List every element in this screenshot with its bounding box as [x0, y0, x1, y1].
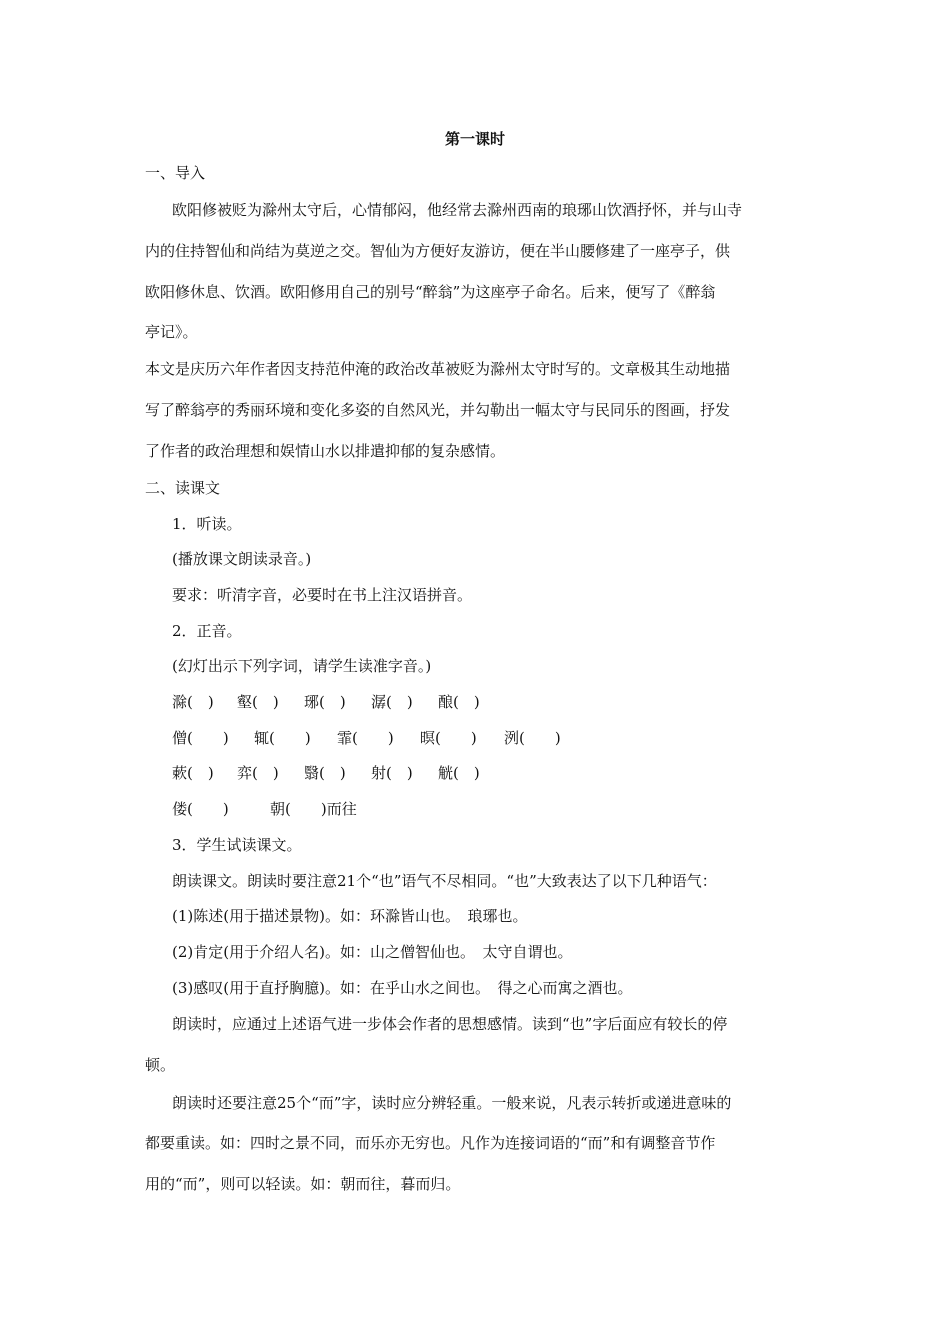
- char-item: 壑( ): [237, 693, 279, 711]
- paragraph-line: 本文是庆历六年作者因支持范仲淹的政治改革被贬为滁州太守时写的。文章极其生动地描: [145, 360, 731, 378]
- char-item: 滁( ): [172, 693, 214, 711]
- section-heading-intro: 一、导入: [145, 164, 206, 182]
- char-item: 僧( ): [172, 729, 229, 747]
- char-item: 射( ): [371, 764, 413, 782]
- char-item: 辄( ): [254, 729, 311, 747]
- char-item: 潺( ): [371, 693, 413, 711]
- paragraph-line: 朗读时，应通过上述语气进一步体会作者的思想感情。读到“也”字后面应有较长的停: [172, 1015, 728, 1033]
- step-heading: 1．听读。: [172, 515, 242, 533]
- paragraph-line: 用的“而”，则可以轻读。如：朝而往，暮而归。: [145, 1175, 461, 1193]
- paragraph-line: 都要重读。如：四时之景不同，而乐亦无穷也。凡作为连接词语的“而”和有调整音节作: [145, 1134, 716, 1152]
- step-note: (幻灯出示下列字词，请学生读准字音。): [172, 657, 432, 675]
- char-item: 觥( ): [438, 764, 480, 782]
- step-heading: 2．正音。: [172, 622, 242, 640]
- page-title: 第一课时: [444, 130, 505, 148]
- step-heading: 3．学生试读课文。: [172, 836, 302, 854]
- char-item: 翳( ): [304, 764, 346, 782]
- char-item: 洌( ): [504, 729, 561, 747]
- step-requirement: 要求：听清字音，必要时在书上注汉语拼音。: [172, 586, 473, 604]
- paragraph-line: 朗读时还要注意25个“而”字，读时应分辨轻重。一般来说，凡表示转折或递进意味的: [172, 1094, 732, 1112]
- paragraph-line: 欧阳修休息、饮酒。欧阳修用自己的别号“醉翁”为这座亭子命名。后来，便写了《醉翁: [145, 283, 716, 301]
- paragraph-line: 顿。: [145, 1056, 176, 1074]
- paragraph-line: 写了醉翁亭的秀丽环境和变化多姿的自然风光，并勾勒出一幅太守与民同乐的图画，抒发: [145, 401, 731, 419]
- char-item: 朝( )而往: [270, 800, 357, 818]
- tone-item: (2)肯定(用于介绍人名)。如：山之僧智仙也。 太守自谓也。: [172, 943, 573, 961]
- char-item: 霏( ): [337, 729, 394, 747]
- step-note: (播放课文朗读录音。): [172, 550, 312, 568]
- char-item: 偻( ): [172, 800, 229, 818]
- paragraph-line: 内的住持智仙和尚结为莫逆之交。智仙为方便好友游访，便在半山腰修建了一座亭子，供: [145, 242, 731, 260]
- paragraph-line: 了作者的政治理想和娱情山水以排遣抑郁的复杂感情。: [145, 442, 506, 460]
- tone-item: (1)陈述(用于描述景物)。如：环滁皆山也。 琅琊也。: [172, 907, 528, 925]
- tone-item: (3)感叹(用于直抒胸臆)。如：在乎山水之间也。 得之心而寓之酒也。: [172, 979, 633, 997]
- paragraph-line: 欧阳修被贬为滁州太守后，心情郁闷，他经常去滁州西南的琅琊山饮酒抒怀，并与山寺: [172, 201, 743, 219]
- char-item: 蔌( ): [172, 764, 214, 782]
- char-item: 暝( ): [420, 729, 477, 747]
- char-item: 酿( ): [438, 693, 480, 711]
- paragraph-line: 亭记》。: [145, 323, 198, 341]
- char-item: 弈( ): [237, 764, 279, 782]
- section-heading-read: 二、读课文: [145, 479, 221, 497]
- paragraph-line: 朗读课文。朗读时要注意21个“也”语气不尽相同。“也”大致表达了以下几种语气：: [172, 872, 717, 890]
- char-item: 琊( ): [304, 693, 346, 711]
